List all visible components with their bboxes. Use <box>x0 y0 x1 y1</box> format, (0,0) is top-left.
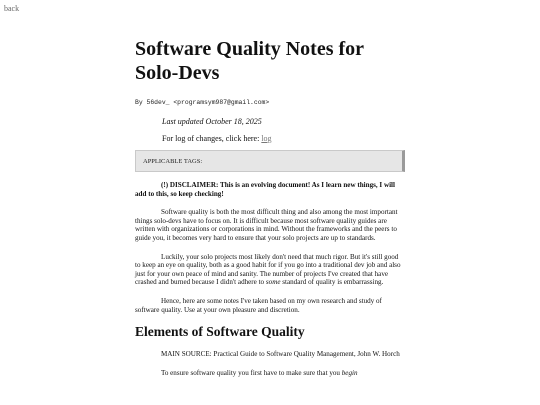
applicable-tags-box <box>135 150 405 172</box>
paragraph-luckily <box>135 253 405 287</box>
page-title: Software Quality Notes for Solo-Devs <box>135 38 364 84</box>
back-link[interactable]: back <box>4 4 20 13</box>
paragraph-ensure <box>135 369 405 378</box>
last-updated: Last updated October 18, 2025 <box>162 117 262 126</box>
paragraph-intro: Software quality is both the most difficult thing and also among the most important things solo-devs have to focus on. It is difficult because most software quality guides are written with organizations or corporations in mind. Without the frameworks and the peers to guide you, it becomes very hard to ensure that your solo projects are up to standards. <box>135 208 398 242</box>
paragraph-luckily-text: Luckily, your solo projects most likely don't need that much rigor. But it's still good to keep an eye on quality, both as a good habit for if you go into a traditional dev job and also just for your own peace of mind and sanity. The number of projects I've created that have crashed and burned because I didn't adhere to <box>135 252 401 287</box>
changelog-link[interactable]: log <box>261 134 272 143</box>
changelog-prefix: For log of changes, click here: <box>162 134 262 143</box>
tags-label: APPLICABLE TAGS: <box>143 158 203 165</box>
author-byline: By 56dev_ <programsym987@gmail.com> <box>135 99 270 106</box>
article <box>135 37 405 387</box>
section-heading: Elements of Software Quality <box>135 324 305 340</box>
emphasis-begin: begin <box>341 368 358 377</box>
disclaimer: (!) DISCLAIMER: This is an evolving document! As I learn new things, I will add to this, so keep checking! <box>135 181 395 198</box>
article-body <box>135 181 405 377</box>
paragraph-ensure-text: To ensure software quality you first have to make sure that you <box>161 368 342 377</box>
changelog-line <box>162 134 405 143</box>
paragraph-luckily-end: standard of quality is embarrassing. <box>280 278 384 287</box>
emphasis-some: some <box>265 278 281 287</box>
main-source: MAIN SOURCE: Practical Guide to Software Quality Management, John W. Horch <box>161 350 400 359</box>
paragraph-hence: Hence, here are some notes I've taken based on my own research and study of software quality. Use at your own pleasure and discretion. <box>135 296 382 314</box>
